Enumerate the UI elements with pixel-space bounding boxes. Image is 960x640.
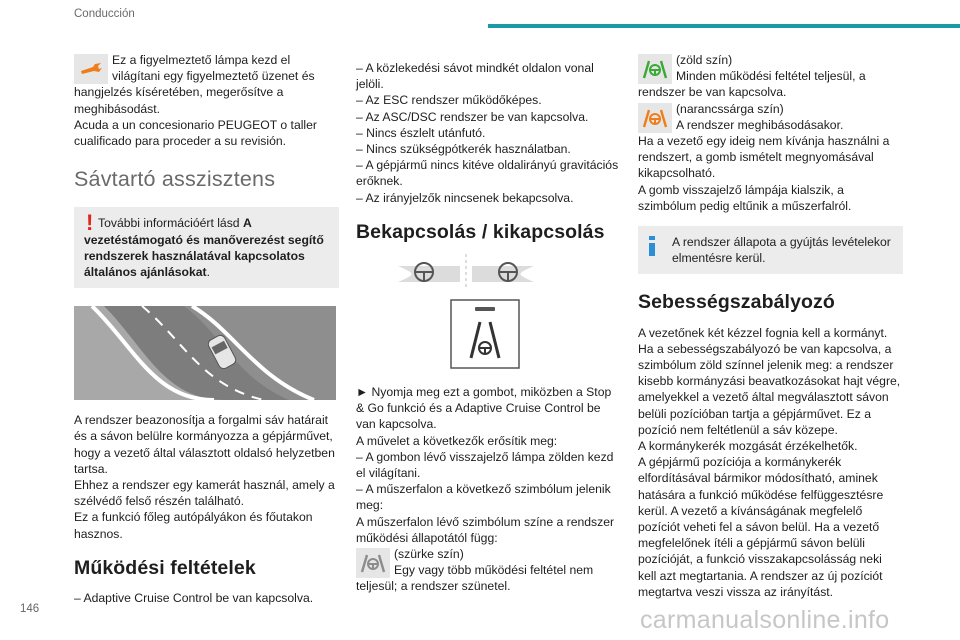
speed-body-4: A gépjármű pozíciója a kormánykerék elfordításával bármikor módosítható, aminek hatására a funkció működése felfüggesztésre kerül. A vezető a kívánságának megfelelő pozíciót veheti fel a sávon belül. Ha a vezető megfelelőnek ítéli a gépjármű sávon belüli pozícióját, a funkció visszakapcsolásság neki kell azt megtartania. A rendszer az új pozíciót megtartva veszi vissza az irányítást.: [638, 455, 884, 599]
info-text: A rendszer állapota a gyújtás levételekor elmentésre kerül.: [672, 235, 891, 266]
note-bold: A vezetéstámogató és manőverezést segítő rendszerek használatával kapcsolatos általános ajánlásokat: [84, 216, 324, 280]
lane-road-illustration: [74, 306, 336, 400]
orange-state-row: [638, 101, 903, 133]
deactivate-text: Ha a vezető egy ideig nem kívánja használni a rendszert, a gomb ismételt megnyomásával kikapcsolható.: [638, 134, 890, 181]
warning-lamp-text: Ez a figyelmeztető lámpa kezd el világítani egy figyelmeztető üzenet és hangjelzés kíséretében, megerősítve a meghibásodást.: [74, 53, 315, 116]
condition-item: – Az irányjelzők nincsenek bekapcsolva.: [356, 190, 574, 205]
grey-label: (szürke szín): [394, 547, 464, 562]
column-1: [74, 52, 339, 606]
recommendation-note: [74, 207, 339, 288]
grey-state-row: [356, 546, 621, 595]
dealer-text: Acuda a un concesionario PEUGEOT o taller cualificado para proceder a su revisión.: [74, 117, 317, 149]
green-state-row: [638, 52, 903, 101]
body-text-3: Ez a funkció főleg autópályákon és főutakon hasznos.: [74, 510, 313, 541]
deactivate-led-text: A gomb visszajelző lámpája kialszik, a szimbólum pedig eltűnik a műszerfalról.: [638, 182, 852, 213]
page-header: [0, 0, 960, 40]
wrench-icon: [74, 54, 108, 84]
step-confirm-intro: A művelet a következők erősítik meg:: [356, 433, 558, 448]
header-accent-bar: [488, 24, 960, 28]
info-icon: [648, 236, 656, 256]
speed-control-title: Sebességszabályozó: [638, 291, 835, 314]
orange-label: (narancssárga szín): [676, 101, 784, 116]
steering-symbol-green-icon: [638, 54, 672, 84]
step-confirm-led: – A gombon lévő visszajelző lámpa zölden kezd el világítani.: [356, 449, 614, 481]
steering-symbol-orange-icon: [638, 103, 672, 133]
step-press-button: ► Nyomja meg ezt a gombot, miközben a Stop & Go funkció és a Adaptive Cruise Control be van kapcsolva.: [356, 385, 612, 432]
section-title: Conducción: [74, 8, 135, 20]
column-2: [356, 52, 621, 595]
page-number: 146: [20, 603, 40, 615]
body-text-1: A rendszer beazonosítja a forgalmi sáv határait és a sávon belülre kormányozza a gépjárművet, hogy a vezető által választott oldalsó helyzetben tartsa.: [74, 413, 335, 476]
lane-assist-button-illustration: [449, 298, 521, 370]
watermark: carmanualsonline.info: [640, 606, 890, 634]
step-confirm-symbol: – A műszerfalon a következő szimbólum jelenik meg:: [356, 482, 611, 513]
condition-item: – A gépjármű nincs kitéve oldalirányú gravitációs erőknek.: [356, 158, 619, 189]
speed-body-3: A kormánykerék mozgását érzékelhetők.: [638, 439, 858, 454]
column-3: [638, 52, 903, 600]
green-text: Minden működési feltétel teljesül, a rendszer be van kapcsolva.: [638, 69, 866, 100]
condition-item: – A közlekedési sávot mindkét oldalon vonal jelöli.: [356, 61, 594, 92]
activation-title: Bekapcsolás / kikapcsolás: [356, 220, 605, 243]
note-post: .: [206, 265, 210, 280]
alert-icon: !: [86, 210, 94, 236]
info-note: [638, 226, 903, 274]
steering-symbol-grey-icon: [356, 548, 390, 578]
condition-item: – Adaptive Cruise Control be van kapcsolva.: [74, 591, 314, 606]
condition-item: – Az ESC rendszer működőképes.: [356, 93, 542, 108]
speed-body-2: Ha a sebességszabályozó be van kapcsolva, a szimbólum zöld színnel jelenik meg: a rendszer kisebb kormányzási beavatkozásokat hajt végre, amelyekkel a vezető által megválasztott sávon belüli pozícióban tartja a gépjárművet. Ez a pozíció nem feltétlenül a sáv közepe.: [638, 341, 901, 437]
note-pre: További információért lásd: [98, 216, 243, 231]
body-text-2: Ehhez a rendszer egy kamerát használ, amely a szélvédő felső részén található.: [74, 478, 335, 509]
conditions-title: Működési feltételek: [74, 556, 256, 579]
lane-assist-title: Sávtartó asszisztens: [74, 167, 276, 192]
condition-item: – Nincs szükségpótkerék használatban.: [356, 142, 571, 157]
speed-body-1: A vezetőnek két kézzel fognia kell a kormányt.: [638, 325, 888, 340]
condition-item: – Nincs észlelt utánfutó.: [356, 125, 486, 140]
condition-item: – Az ASC/DSC rendszer be van kapcsolva.: [356, 109, 589, 124]
step-color-intro: A műszerfalon lévő szimbólum színe a rendszer működési állapotától függ:: [356, 514, 615, 545]
warning-lamp-row: [74, 52, 339, 117]
grey-text: Egy vagy több működési feltétel nem teljesül; a rendszer szünetel.: [356, 563, 594, 594]
orange-text: A rendszer meghibásodásakor.: [676, 117, 844, 132]
conditions-list: [356, 60, 621, 206]
green-label: (zöld szín): [676, 53, 733, 67]
steering-wheel-illustration: [396, 254, 536, 288]
